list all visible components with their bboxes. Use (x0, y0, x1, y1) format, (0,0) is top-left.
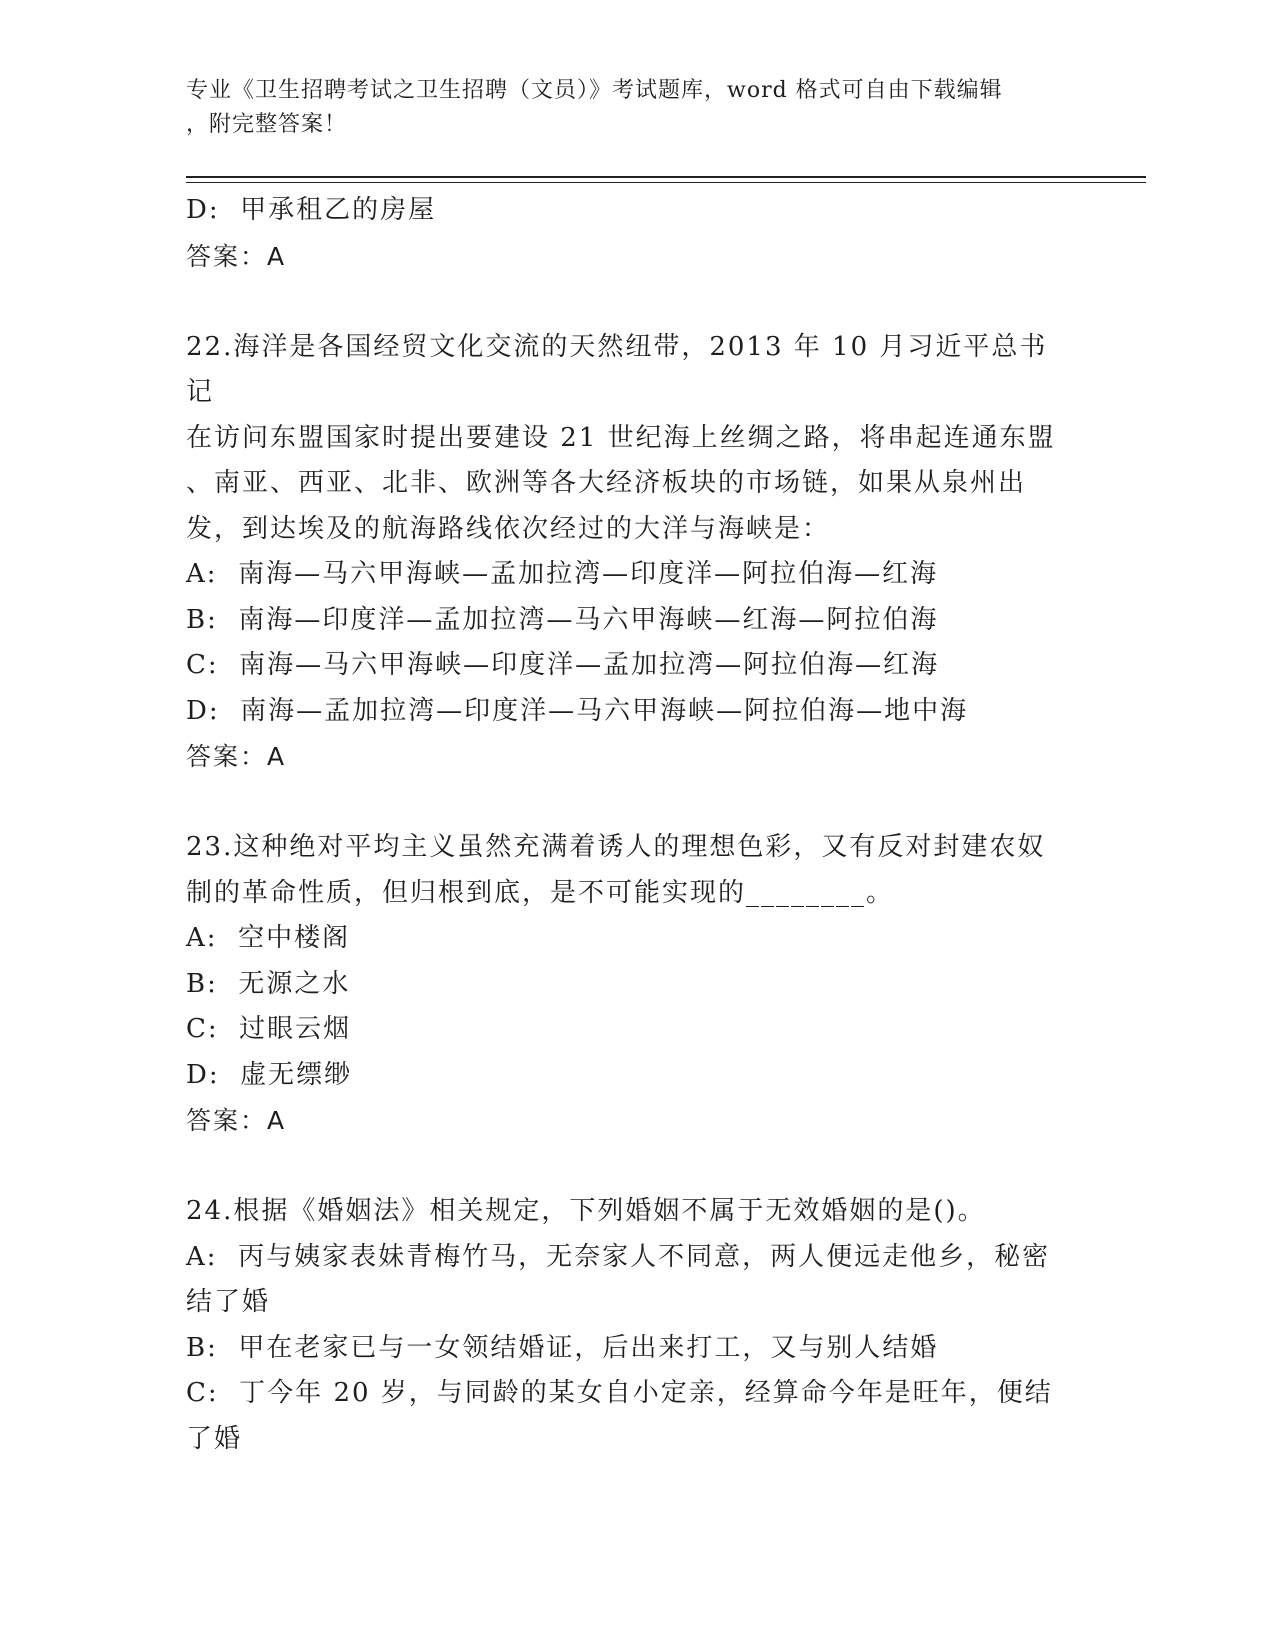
q22-stem-line: 发，到达埃及的航海路线依次经过的大洋与海峡是： (186, 513, 831, 544)
spacer (186, 279, 1066, 325)
q22-stem-line: 、南亚、西亚、北非、欧洲等各大经济板块的市场链，如果从泉州出 (186, 468, 1027, 498)
q23-option-d: D: 虚无缥缈 (186, 1059, 353, 1090)
q22-stem-line: 22.海洋是各国经贸文化交流的天然纽带，2013 年 10 月习近平总书记 (186, 331, 1048, 407)
header-divider-thick (186, 176, 1146, 178)
q23-option-b: B: 无源之水 (186, 968, 351, 999)
q24-option-b: B: 甲在老家已与一女领结婚证，后出来打工，又与别人结婚 (186, 1332, 939, 1363)
q24-option-c-continued: 了婚 (186, 1423, 243, 1454)
q23-stem-line: 23.这种绝对平均主义虽然充满着诱人的理想色彩，又有反对封建农奴 (186, 832, 1046, 862)
q24-option-a-continued: 结了婚 (186, 1287, 271, 1317)
q24-stem-line: 24.根据《婚姻法》相关规定，下列婚姻不属于无效婚姻的是()。 (186, 1196, 986, 1226)
question-content (186, 188, 1066, 1462)
q23-answer: 答案：A (186, 1106, 287, 1135)
q23-option-c: C: 过眼云烟 (186, 1014, 352, 1044)
q23-option-a: A: 空中楼阁 (186, 923, 351, 953)
question-23 (186, 825, 1066, 1144)
header-title-line-1: 专业《卫生招聘考试之卫生招聘（文员）》考试题库，word 格式可自由下载编辑 (186, 78, 1003, 103)
spacer (186, 1144, 1066, 1190)
q22-option-a: A: 南海—马六甲海峡—孟加拉湾—印度洋—阿拉伯海—红海 (186, 559, 939, 589)
header-title-line-2: ，附完整答案！ (186, 112, 348, 137)
q23-stem-line: 制的革命性质，但归根到底，是不可能实现的________。 (186, 877, 895, 908)
q22-option-d: D: 南海—孟加拉湾—印度洋—马六甲海峡—阿拉伯海—地中海 (186, 695, 969, 726)
header-divider-thin (186, 182, 1146, 183)
q22-stem-line: 在访问东盟国家时提出要建设 21 世纪海上丝绸之路，将串起连通东盟 (186, 422, 1056, 453)
q21-answer: 答案：A (186, 241, 287, 271)
q22-answer: 答案：A (186, 742, 287, 771)
question-22 (186, 325, 1066, 780)
q22-option-c: C: 南海—马六甲海峡—印度洋—孟加拉湾—阿拉伯海—红海 (186, 650, 940, 680)
q21-option-d: D: 甲承租乙的房屋 (186, 195, 437, 225)
q22-option-b: B: 南海—印度洋—孟加拉湾—马六甲海峡—红海—阿拉伯海 (186, 604, 939, 635)
document-header (186, 74, 1066, 142)
q24-option-a: A: 丙与姨家表妹青梅竹马，无奈家人不同意，两人便远走他乡，秘密 (186, 1241, 1051, 1272)
spacer (186, 780, 1066, 826)
question-24 (186, 1189, 1066, 1462)
q24-option-c: C: 丁今年 20 岁，与同龄的某女自小定亲，经算命今年是旺年，便结 (186, 1378, 1053, 1408)
